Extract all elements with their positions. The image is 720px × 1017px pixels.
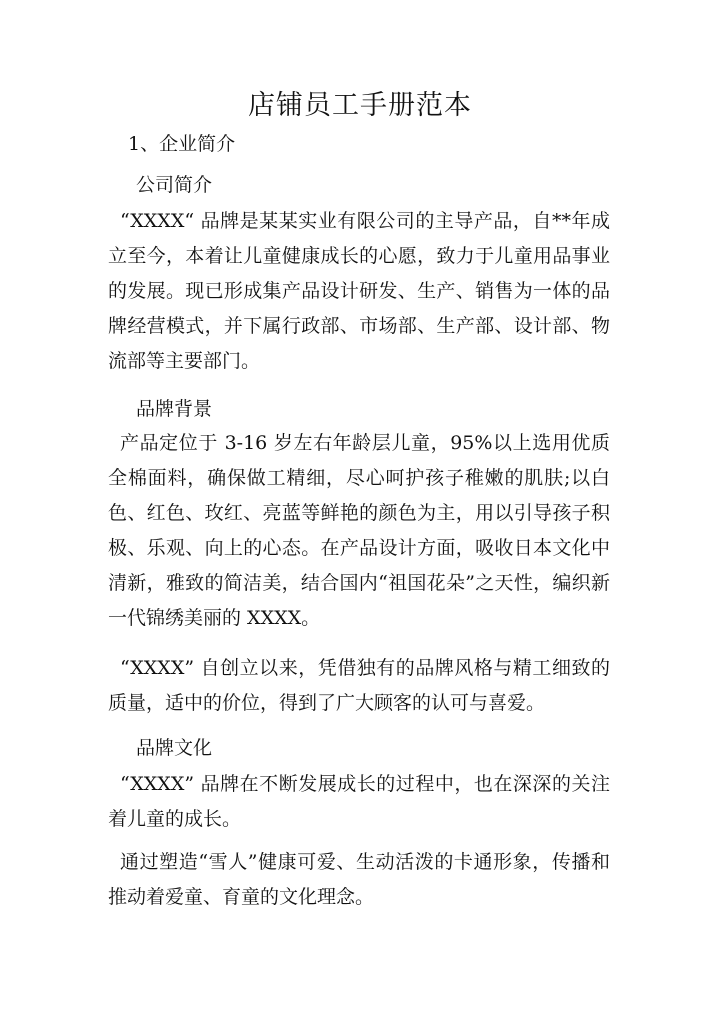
- paragraph-brand-background-2: “XXXX” 自创立以来，凭借独有的品牌风格与精工细致的质量，适中的价位，得到了广大顾客的认可与喜爱。: [108, 657, 610, 714]
- subsection-heading-brand-culture: 品牌文化: [136, 737, 213, 759]
- paragraph-brand-culture-2: 通过塑造“雪人”健康可爱、生动活泼的卡通形象，传播和推动着爱童、育童的文化理念。: [108, 851, 610, 908]
- paragraph-brand-culture-1: “XXXX” 品牌在不断发展成长的过程中，也在深深的关注着儿童的成长。: [108, 773, 610, 830]
- page-title: 店铺员工手册范本: [248, 90, 472, 121]
- section-heading-company-intro: 1、企业简介: [128, 133, 236, 155]
- paragraph-brand-background-1: 产品定位于 3-16 岁左右年龄层儿童，95%以上选用优质全棉面料，确保做工精细，尽心呵护孩子稚嫩的肌肤;以白色、红色、玫红、亮蓝等鲜艳的颜色为主，用以引导孩子积极、乐观、向上的心态。在产品设计方面，吸收日本文化中清新，雅致的简洁美，结合国内“祖国花朵”之天性，编织新一代锦绣美丽的 XXXX。: [108, 432, 610, 629]
- subsection-heading-company-profile: 公司简介: [136, 174, 213, 196]
- paragraph-company-profile: “XXXX“ 品牌是某某实业有限公司的主导产品，自**年成立至今，本着让儿童健康成长的心愿，致力于儿童用品事业的发展。现已形成集产品设计研发、生产、销售为一体的品牌经营模式，并下属行政部、市场部、生产部、设计部、物流部等主要部门。: [108, 210, 610, 372]
- subsection-heading-brand-background: 品牌背景: [136, 398, 213, 420]
